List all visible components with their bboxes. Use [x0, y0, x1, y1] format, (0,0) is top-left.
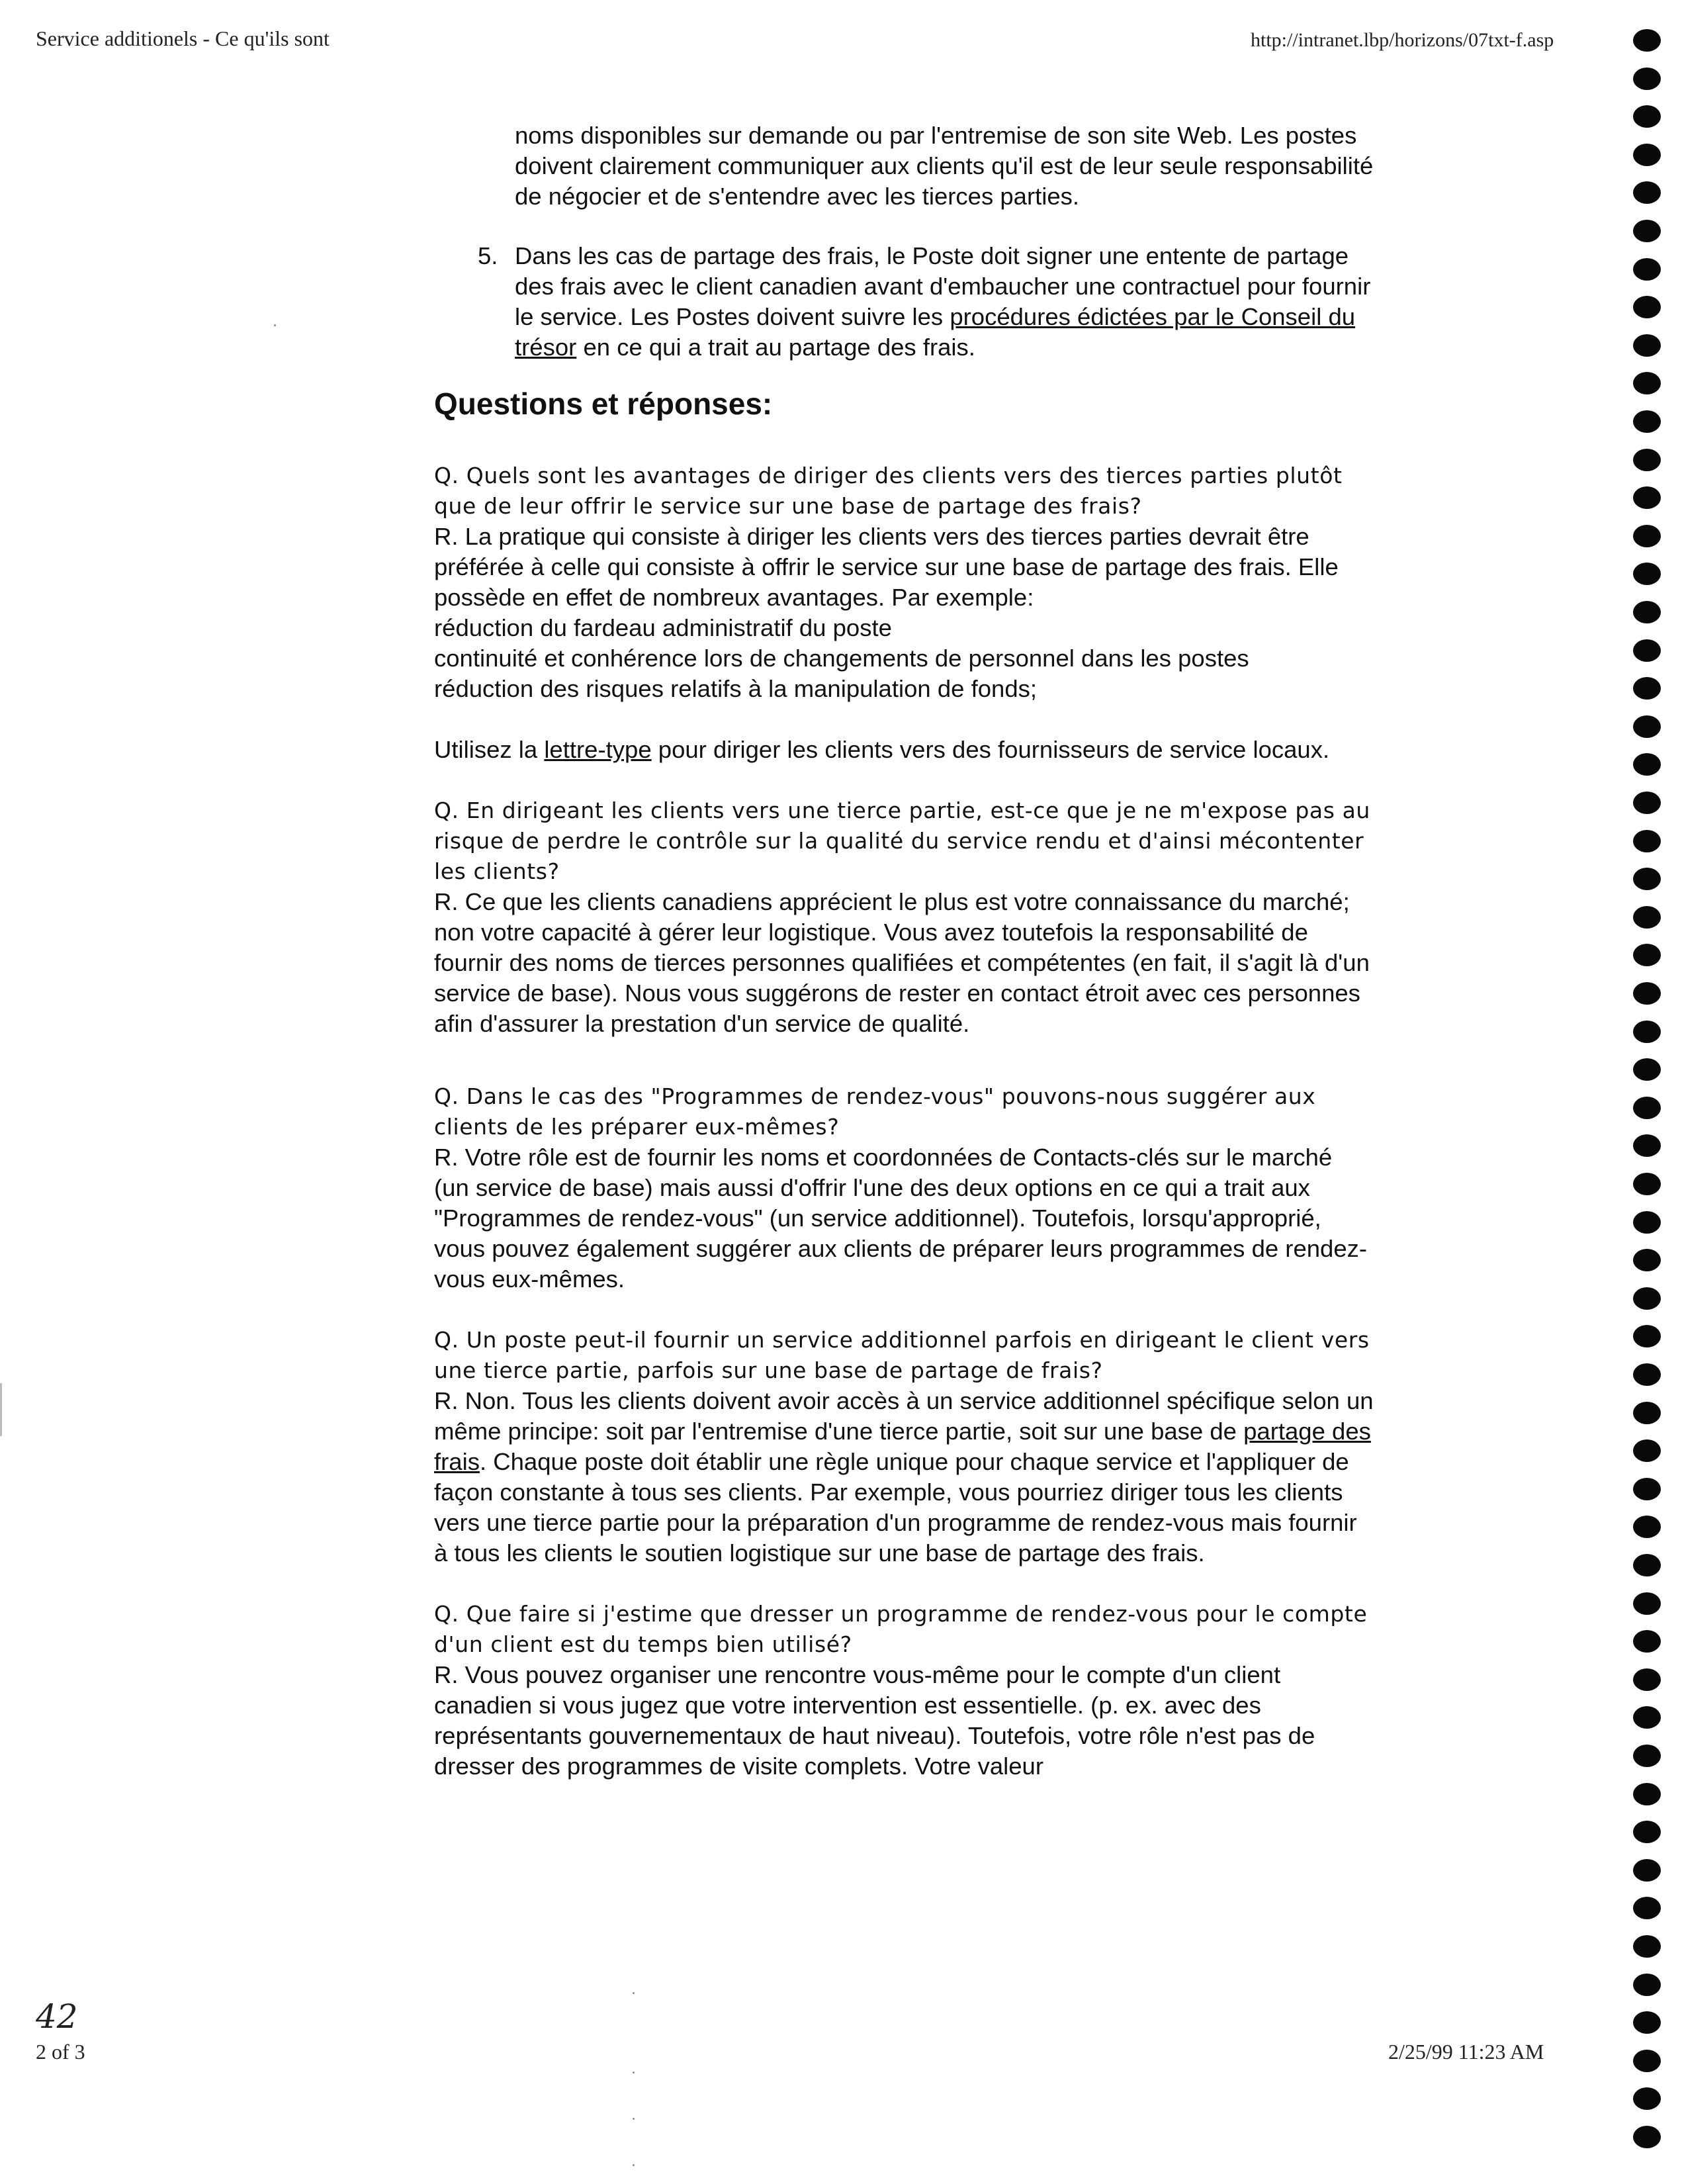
binding-hole	[1633, 1134, 1661, 1157]
binding-hole	[1633, 181, 1661, 204]
binding-hole	[1633, 2087, 1661, 2110]
section-heading: Questions et réponses:	[434, 387, 773, 421]
binding-hole	[1633, 753, 1661, 776]
handwritten-page-note: 42	[36, 1997, 78, 2036]
binding-hole	[1633, 1173, 1661, 1195]
binding-hole	[1633, 144, 1661, 166]
binding-hole	[1633, 1021, 1661, 1043]
binding-hole	[1633, 906, 1661, 929]
binding-hole	[1633, 410, 1661, 433]
qa-block-3	[434, 1081, 1374, 1295]
page-header-title: Service additionels - Ce qu'ils sont	[36, 26, 330, 50]
binding-hole	[1633, 372, 1661, 394]
template-letter-paragraph	[434, 735, 1374, 765]
binding-hole	[1633, 982, 1661, 1005]
binding-hole	[1633, 449, 1661, 471]
page-header-url: http://intranet.lbp/horizons/07txt-f.asp	[1251, 29, 1554, 51]
answer-5: R. Vous pouvez organiser une rencontre vous-même pour le compte d'un client canadien si vous jugez que votre intervention est essentielle. (p. ex. avec des représentants gouvernementaux de haut niveau). Toutefois, votre rôle n'est pas de dresser des programmes de visite complets. Votre valeur	[434, 1661, 1315, 1780]
qa-block-1	[434, 461, 1374, 765]
binding-hole	[1633, 601, 1661, 623]
binding-hole	[1633, 1745, 1661, 1767]
answer-4	[434, 1386, 1374, 1569]
binding-hole	[1633, 2011, 1661, 2034]
binding-hole	[1633, 1097, 1661, 1119]
answer-1: R. La pratique qui consiste à diriger les clients vers des tierces parties devrait être préférée à celle qui consiste à offrir le service sur une base de partage des frais. Elle possède en effet de nombreux avantages. Par exemple:	[434, 523, 1339, 611]
binding-hole	[1633, 525, 1661, 547]
binding-hole	[1633, 1897, 1661, 1919]
template-letter-link[interactable]: lettre-type	[544, 736, 652, 763]
document-body	[434, 120, 1374, 1812]
list-item-text-before: Dans les cas de partage des frais, le Poste doit signer une entente de partage des frais avec le client canadien avant d'embaucher une contractuel pour fournir le service. Les Postes doivent suivre les	[515, 242, 1371, 330]
binding-hole	[1633, 220, 1661, 242]
scan-margin-line	[0, 1383, 2, 1436]
intro-continuation: noms disponibles sur demande ou par l'entremise de son site Web. Les postes doivent clairement communiquer aux clients qu'il est de leur seule responsabilité de négocier et de s'entendre avec les tierces parties.	[515, 122, 1374, 210]
list-item-5	[434, 241, 1374, 363]
template-letter-text-before: Utilisez la	[434, 736, 545, 763]
print-datetime: 2/25/99 11:23 AM	[1388, 2040, 1544, 2064]
question-2: Q. En dirigeant les clients vers une tierce partie, est-ce que je ne m'expose pas au risque de perdre le contrôle sur la qualité du service rendu et d'ainsi mécontenter les clients?	[434, 797, 1370, 884]
binding-hole	[1633, 1058, 1661, 1081]
binding-hole	[1633, 296, 1661, 318]
answer-4-text-after: . Chaque poste doit établir une règle unique pour chaque service et l'appliquer de façon constante à tous ses clients. Par exemple, vous pourriez diriger tous les clients vers une tierce partie pour la préparation d'un programme de rendez-vous mais fournir à tous les clients le soutien logistique sur une base de partage des frais.	[434, 1448, 1357, 1567]
binding-hole	[1633, 792, 1661, 814]
binding-hole	[1633, 258, 1661, 281]
cost-sharing-link[interactable]: partage des frais	[434, 1418, 1371, 1475]
binding-hole	[1633, 1935, 1661, 1958]
binding-hole	[1633, 1516, 1661, 1538]
binding-hole	[1633, 1363, 1661, 1386]
list-item: réduction du fardeau administratif du poste	[434, 614, 892, 641]
binding-hole	[1633, 1439, 1661, 1462]
list-item: continuité et conhérence lors de changements de personnel dans les postes	[434, 645, 1249, 672]
treasury-procedures-link[interactable]: procédures édictées par le Conseil du trésor	[515, 303, 1356, 361]
binding-hole	[1633, 830, 1661, 852]
question-3: Q. Dans le cas des "Programmes de rendez-vous" pouvons-nous suggérer aux clients de les préparer eux-mêmes?	[434, 1083, 1316, 1140]
binding-hole	[1633, 1325, 1661, 1347]
list-item-text-after: en ce qui a trait au partage des frais.	[576, 334, 975, 361]
binding-hole	[1633, 1402, 1661, 1424]
binding-hole	[1633, 563, 1661, 585]
binding-hole	[1633, 1249, 1661, 1271]
binding-hole	[1633, 68, 1661, 90]
list-item-number: 5.	[478, 242, 498, 269]
binding-hole-strip	[1628, 0, 1667, 2184]
answer-4-text-before: R. Non. Tous les clients doivent avoir accès à un service additionnel spécifique selon un même principe: soit par l'entremise d'une tierce partie, soit sur une base de	[434, 1387, 1374, 1445]
binding-hole	[1633, 1783, 1661, 1805]
binding-hole	[1633, 944, 1661, 966]
answer-3: R. Votre rôle est de fournir les noms et coordonnées de Contacts-clés sur le marché (un service de base) mais aussi d'offrir l'une des deux options en ce qui a trait aux "Programmes de rendez-vous" (un service additionnel). Toutefois, lorsqu'approprié, vous pouvez également suggérer aux clients de préparer leurs programmes de rendez-vous eux-mêmes.	[434, 1144, 1368, 1293]
binding-hole	[1633, 105, 1661, 128]
binding-hole	[1633, 2126, 1661, 2148]
binding-hole	[1633, 1974, 1661, 1996]
binding-hole	[1633, 1821, 1661, 1843]
question-5: Q. Que faire si j'estime que dresser un programme de rendez-vous pour le compte d'un client est du temps bien utilisé?	[434, 1601, 1368, 1657]
binding-hole	[1633, 1554, 1661, 1576]
binding-hole	[1633, 677, 1661, 700]
binding-hole	[1633, 486, 1661, 509]
template-letter-text-after: pour diriger les clients vers des fournisseurs de service locaux.	[651, 736, 1330, 763]
binding-hole	[1633, 1630, 1661, 1653]
binding-hole	[1633, 1859, 1661, 1882]
binding-hole	[1633, 715, 1661, 738]
binding-hole	[1633, 2050, 1661, 2072]
scan-speck	[633, 2118, 635, 2120]
binding-hole	[1633, 1287, 1661, 1310]
scan-speck	[633, 2164, 635, 2166]
binding-hole	[1633, 1478, 1661, 1500]
binding-hole	[1633, 639, 1661, 662]
scan-speck	[274, 324, 276, 326]
page-number: 2 of 3	[36, 2040, 85, 2064]
binding-hole	[1633, 1211, 1661, 1234]
binding-hole	[1633, 1592, 1661, 1615]
qa-block-2	[434, 796, 1374, 1039]
list-item: réduction des risques relatifs à la manipulation de fonds;	[434, 675, 1038, 702]
binding-hole	[1633, 868, 1661, 890]
answer-2: R. Ce que les clients canadiens apprécient le plus est votre connaissance du marché; non votre capacité à gérer leur logistique. Vous avez toutefois la responsabilité de fournir des noms de tierces personnes qualifiées et compétentes (en fait, il s'agit là d'un service de base). Nous vous suggérons de rester en contact étroit avec ces personnes afin d'assurer la prestation d'un service de qualité.	[434, 888, 1370, 1037]
scan-speck	[633, 1992, 635, 1994]
qa-block-5	[434, 1599, 1374, 1782]
binding-hole	[1633, 29, 1661, 52]
question-1: Q. Quels sont les avantages de diriger des clients vers des tierces parties plutôt que de leur offrir le service sur une base de partage des frais?	[434, 463, 1343, 519]
qa-block-4	[434, 1325, 1374, 1569]
question-4: Q. Un poste peut-il fournir un service additionnel parfois en dirigeant le client vers une tierce partie, parfois sur une base de partage de frais?	[434, 1327, 1370, 1383]
binding-hole	[1633, 334, 1661, 357]
binding-hole	[1633, 1668, 1661, 1691]
binding-hole	[1633, 1706, 1661, 1729]
scan-speck	[633, 2071, 635, 2073]
